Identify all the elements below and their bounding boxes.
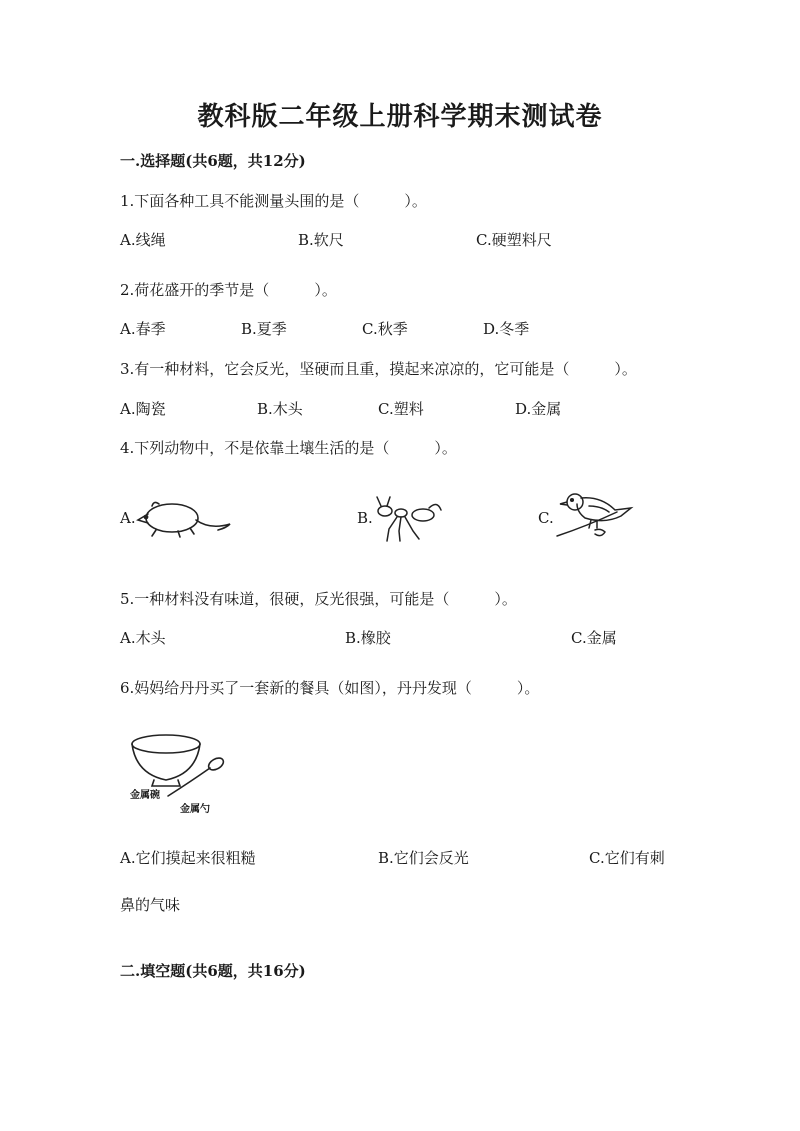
q4-option-c: C. bbox=[538, 509, 554, 527]
q4-option-b: B. bbox=[357, 509, 373, 527]
q3-option-a: A.陶瓷 bbox=[120, 400, 166, 418]
q5-option-b: B.橡胶 bbox=[345, 629, 391, 647]
question-1: 1.下面各种工具不能测量头围的是（ ）。 bbox=[120, 192, 427, 210]
section-heading-fill-blank: 二.填空题(共6题，共16分) bbox=[120, 962, 306, 980]
question-6: 6.妈妈给丹丹买了一套新的餐具（如图），丹丹发现（ ）。 bbox=[120, 679, 540, 697]
q3-option-d: D.金属 bbox=[515, 400, 562, 418]
q3-option-c: C.塑料 bbox=[378, 400, 424, 418]
page-title: 教科版二年级上册科学期末测试卷 bbox=[197, 102, 603, 132]
q6-option-c-continued: 鼻的气味 bbox=[120, 896, 181, 914]
spoon-label: 金属勺 bbox=[180, 804, 210, 815]
q2-option-d: D.冬季 bbox=[483, 320, 530, 338]
q6-option-c: C.它们有刺 bbox=[589, 849, 665, 867]
q2-option-b: B.夏季 bbox=[241, 320, 287, 338]
tableware-figure bbox=[128, 730, 228, 814]
section-heading-choice: 一.选择题(共6题，共12分) bbox=[120, 152, 306, 170]
question-2: 2.荷花盛开的季节是（ ）。 bbox=[120, 281, 337, 299]
question-3: 3.有一种材料，它会反光，坚硬而且重，摸起来凉凉的，它可能是（ ）。 bbox=[120, 360, 637, 378]
q5-option-c: C.金属 bbox=[571, 629, 617, 647]
bowl-label: 金属碗 bbox=[130, 790, 160, 801]
question-4: 4.下列动物中，不是依靠土壤生活的是（ ）。 bbox=[120, 439, 457, 457]
q1-option-c: C.硬塑料尺 bbox=[476, 231, 552, 249]
question-5: 5.一种材料没有味道，很硬，反光很强，可能是（ ）。 bbox=[120, 590, 517, 608]
q2-option-c: C.秋季 bbox=[362, 320, 408, 338]
q5-option-a: A.木头 bbox=[120, 629, 166, 647]
ant-icon bbox=[371, 493, 443, 545]
q1-option-a: A.线绳 bbox=[120, 231, 166, 249]
bird-icon bbox=[555, 488, 635, 548]
q6-option-b: B.它们会反光 bbox=[378, 849, 469, 867]
q1-option-b: B.软尺 bbox=[298, 231, 344, 249]
mouse-icon bbox=[134, 490, 234, 542]
q6-option-a: A.它们摸起来很粗糙 bbox=[120, 849, 256, 867]
bowl-spoon-icon bbox=[128, 730, 228, 814]
q4-option-a: A. bbox=[120, 509, 136, 527]
q3-option-b: B.木头 bbox=[257, 400, 303, 418]
q2-option-a: A.春季 bbox=[120, 320, 166, 338]
